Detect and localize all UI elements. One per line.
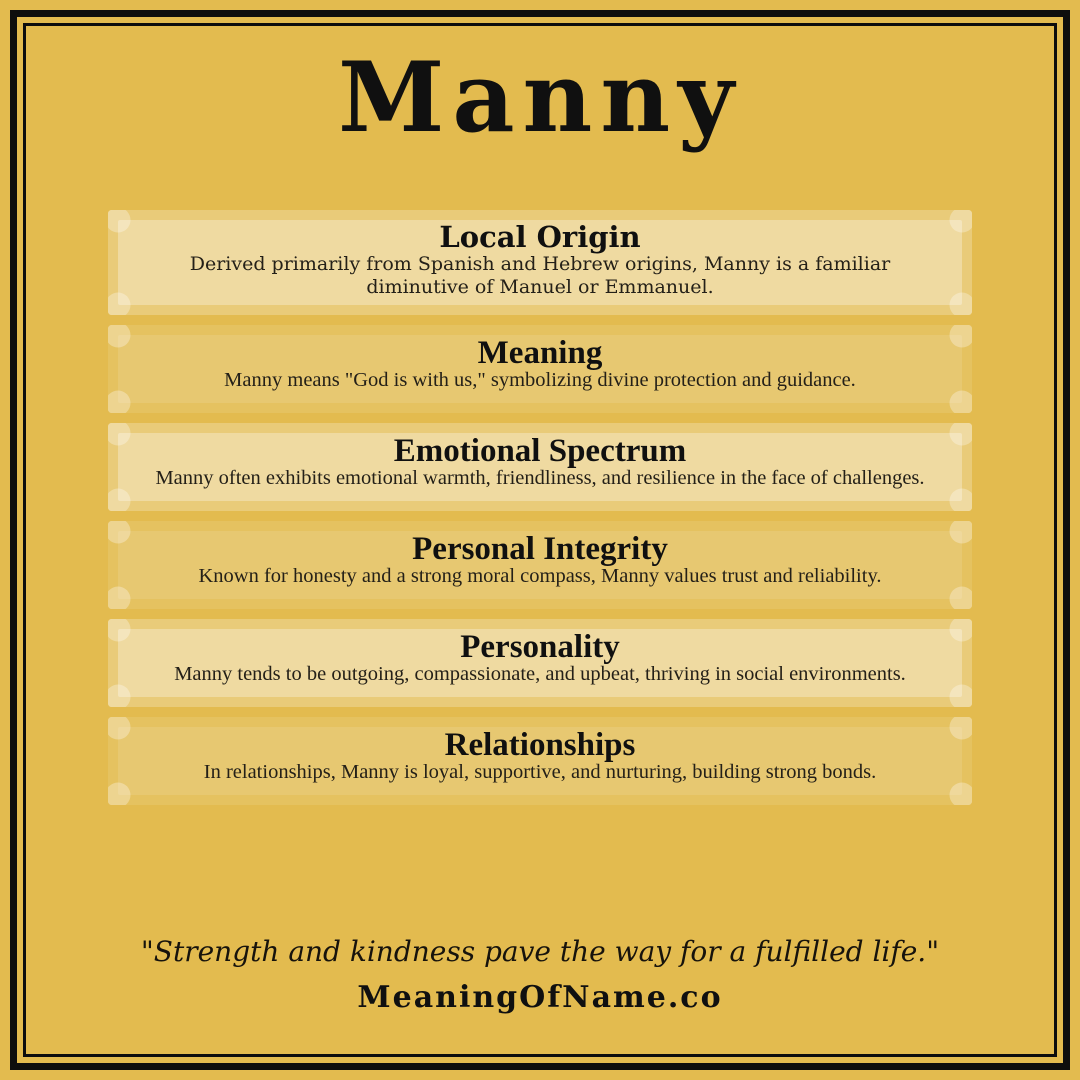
tagline-quote: "Strength and kindness pave the way for a fulfilled life.": [140, 935, 940, 968]
section-body: Manny means "God is with us," symbolizing divine protection and guidance.: [224, 369, 856, 391]
section-heading: Local Origin: [439, 220, 641, 254]
section-heading: Relationships: [444, 727, 636, 763]
section-body: Manny often exhibits emotional warmth, friendliness, and resilience in the face of challenges.: [155, 467, 925, 489]
section-panel-personality: [108, 619, 972, 707]
section-body: In relationships, Manny is loyal, supportive, and nurturing, building strong bonds.: [203, 761, 877, 783]
section-panel-inner: [118, 335, 962, 403]
section-panel-inner: [118, 531, 962, 599]
section-heading: Personal Integrity: [412, 531, 668, 567]
section-panel-inner: [118, 727, 962, 795]
poster-content: [26, 26, 1054, 1054]
section-body: Manny tends to be outgoing, compassionate, and upbeat, thriving in social environments.: [174, 663, 906, 685]
page-title: Manny: [338, 41, 742, 154]
section-panel-local-origin: [108, 210, 972, 315]
section-panel-meaning: [108, 325, 972, 413]
section-body: Derived primarily from Spanish and Hebrew origins, Manny is a familiar diminutive of Manuel or Emmanuel.: [189, 253, 891, 298]
section-panel-personal-integrity: [108, 521, 972, 609]
section-body: Known for honesty and a strong moral compass, Manny values trust and reliability.: [198, 565, 882, 587]
section-panel-inner: [118, 629, 962, 697]
section-panel-emotional-spectrum: [108, 423, 972, 511]
brand-name: MeaningOfName.co: [357, 980, 723, 1015]
section-panel-inner: [118, 433, 962, 501]
sections-list: [108, 210, 972, 815]
section-panel-relationships: [108, 717, 972, 805]
section-heading: Personality: [460, 629, 620, 665]
section-heading: Emotional Spectrum: [393, 433, 687, 469]
section-panel-inner: [118, 220, 962, 305]
section-heading: Meaning: [477, 335, 603, 371]
